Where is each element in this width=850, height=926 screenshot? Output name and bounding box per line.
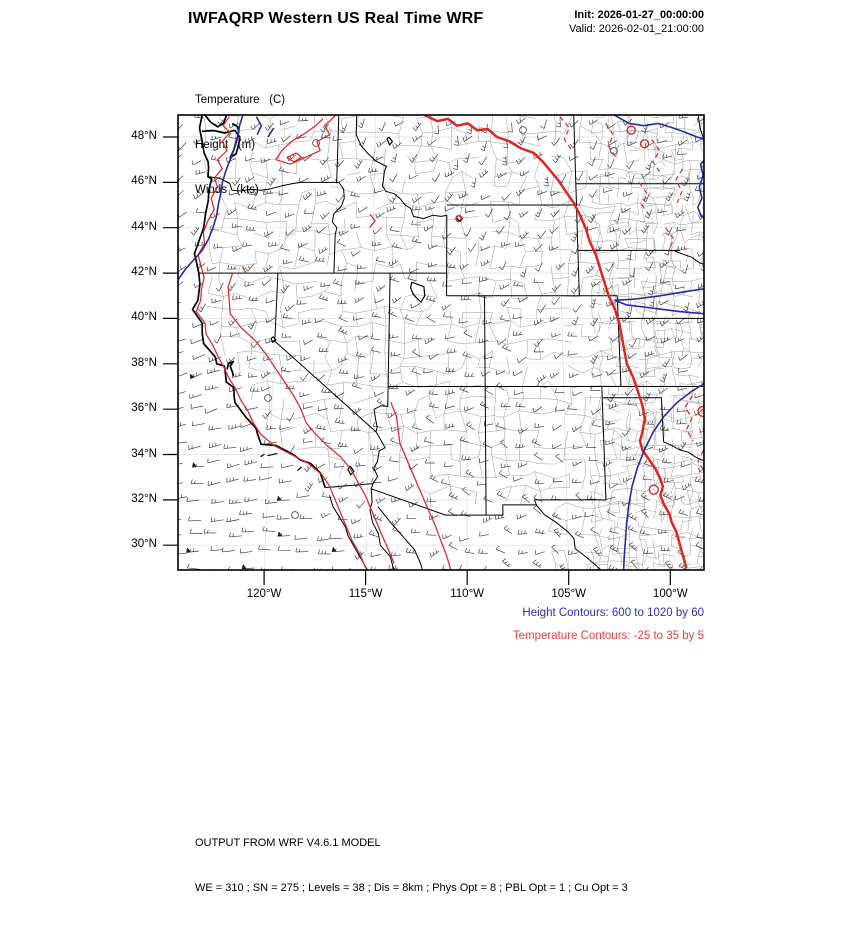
- lat-tick-label: 42°N: [131, 266, 157, 279]
- temperature-contours-dashed: [560, 117, 705, 473]
- state-borders: [199, 115, 730, 570]
- model-config-line: WE = 310 ; SN = 275 ; Levels = 38 ; Dis = 8km ; Phys Opt = 8 ; PBL Opt = 1 ; Cu Opt = 3: [195, 882, 628, 894]
- lon-tick-label: 120°W: [246, 588, 282, 600]
- lon-tick-label: 105°W: [551, 588, 587, 600]
- lon-tick-label: 110°W: [450, 588, 485, 600]
- lakes: [261, 137, 463, 475]
- variable-label-height: Height (m): [195, 139, 256, 151]
- lat-tick-label: 40°N: [131, 311, 157, 324]
- temperature-contours: [196, 115, 451, 570]
- calm-wind-station: [520, 127, 527, 134]
- model-output-line: OUTPUT FROM WRF V4.6.1 MODEL: [195, 837, 381, 849]
- lon-tick-label: 100°W: [652, 588, 688, 600]
- variable-label-winds: Winds (kts): [195, 184, 259, 196]
- lat-tick-label: 36°N: [131, 402, 157, 415]
- height-contour-legend: Height Contours: 600 to 1020 by 60: [522, 607, 704, 619]
- lat-tick-label: 32°N: [131, 492, 157, 505]
- variable-label-temperature: Temperature (C): [195, 94, 286, 106]
- calm-wind-station: [292, 512, 299, 519]
- lat-tick-label: 48°N: [131, 130, 157, 142]
- calm-wind-station: [265, 395, 272, 402]
- lat-tick-label: 30°N: [131, 538, 157, 551]
- temperature-contour-loop: [641, 140, 649, 148]
- temperature-contour-legend: Temperature Contours: -25 to 35 by 5: [512, 630, 704, 642]
- lat-tick-label: 44°N: [131, 220, 157, 233]
- lon-tick-label: 115°W: [348, 588, 383, 600]
- lat-tick-label: 34°N: [131, 447, 157, 460]
- lat-tick-label: 46°N: [131, 175, 157, 188]
- init-timestamp: Init: 2026-01-27_00:00:00: [574, 9, 704, 21]
- valid-timestamp: Valid: 2026-02-01_21:00:00: [569, 23, 704, 35]
- plot-title: IWFAQRP Western US Real Time WRF: [188, 10, 484, 27]
- model-footer: [195, 806, 628, 926]
- lat-tick-label: 38°N: [131, 356, 157, 369]
